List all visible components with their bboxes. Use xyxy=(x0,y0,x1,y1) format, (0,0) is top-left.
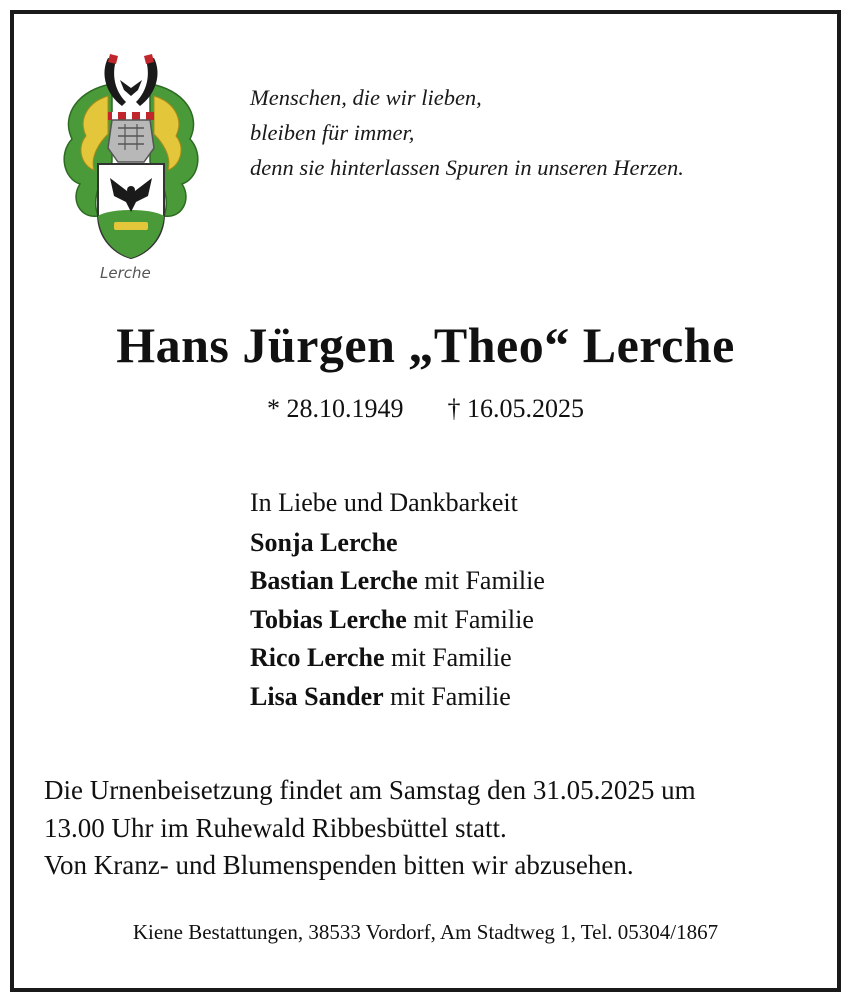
notice-line: Von Kranz- und Blumenspenden bitten wir abzusehen. xyxy=(44,850,634,880)
mourner-name: Bastian Lerche xyxy=(250,566,418,595)
mourner-name: Sonja Lerche xyxy=(250,527,398,557)
mourner-item xyxy=(250,601,545,640)
mourners-intro: In Liebe und Dankbarkeit xyxy=(250,488,518,517)
mourner-item xyxy=(250,639,545,678)
birth-date: * 28.10.1949 xyxy=(267,394,404,423)
mourner-suffix: mit Familie xyxy=(384,643,512,672)
funeral-home-footer: Kiene Bestattungen, 38533 Vordorf, Am Stadtweg 1, Tel. 05304/1867 xyxy=(132,920,719,944)
mourner-name: Lisa Sander xyxy=(250,681,384,711)
notice-line: 13.00 Uhr im Ruhewald Ribbesbüttel statt. xyxy=(44,812,507,843)
coat-of-arms xyxy=(50,44,212,284)
mourner-item xyxy=(250,678,545,717)
mourner-suffix: mit Familie xyxy=(383,681,511,711)
mourners-list xyxy=(250,484,545,716)
poem-line: denn sie hinterlassen Spuren in unseren Herzen. xyxy=(250,155,684,180)
notice-line: Die Urnenbeisetzung findet am Samstag den 31.05.2025 um xyxy=(44,775,696,805)
mourner-item xyxy=(250,562,545,601)
death-date: † 16.05.2025 xyxy=(447,394,584,423)
obituary-frame xyxy=(10,10,841,992)
deceased-name: Hans Jürgen „Theo“ Lerche xyxy=(116,317,735,373)
poem-line: Menschen, die wir lieben, xyxy=(250,85,482,110)
funeral-notice xyxy=(44,772,696,885)
mourner-name: Tobias Lerche xyxy=(250,604,407,634)
mourner-suffix: mit Familie xyxy=(417,566,545,595)
mourner-item xyxy=(250,524,545,563)
coat-of-arms-caption: Lerche xyxy=(100,264,151,282)
mourner-suffix: mit Familie xyxy=(406,604,534,634)
poem-line: bleiben für immer, xyxy=(250,120,415,145)
life-dates xyxy=(14,394,837,424)
coat-of-arms-icon xyxy=(50,44,212,284)
poem xyxy=(250,80,684,185)
mourner-name: Rico Lerche xyxy=(250,643,385,672)
